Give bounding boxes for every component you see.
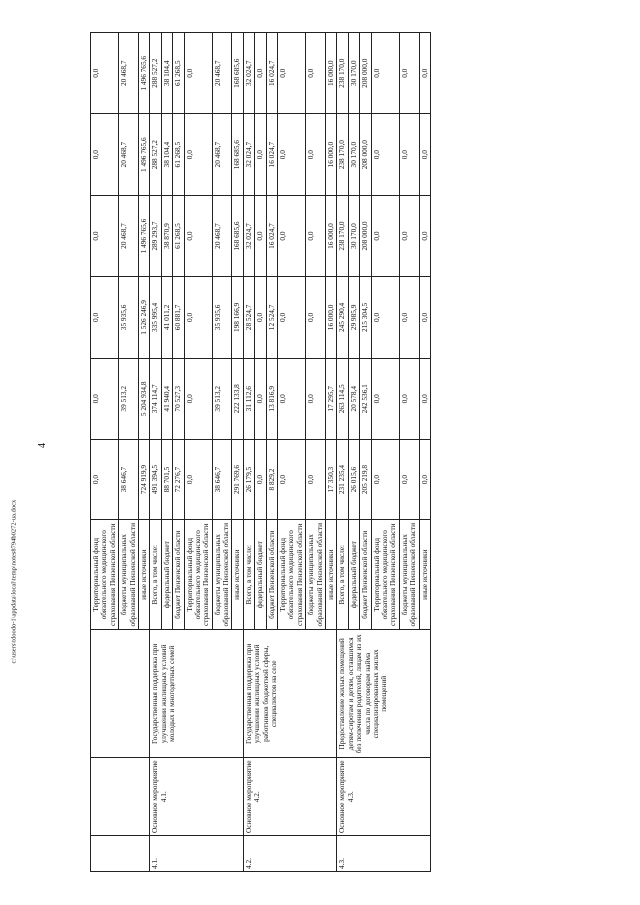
amount-cell: 20 578,4 — [348, 358, 359, 439]
table-row — [91, 33, 119, 872]
amount-cell: 0,0 — [184, 358, 212, 439]
amount-cell: 88 701,5 — [161, 439, 172, 519]
amount-cell: 0,0 — [91, 195, 119, 276]
amount-cell: 72 276,7 — [173, 439, 184, 519]
measure-name: Основное мероприятие 4.3. — [337, 758, 431, 836]
table-row — [337, 33, 348, 872]
measure-description: Государственная поддержка при улучшении жилищных условий молодых и многодетных семей — [150, 630, 244, 758]
amount-cell: 16 000,0 — [325, 195, 336, 276]
amount-cell: 0,0 — [371, 195, 399, 276]
amount-cell: 17 350,3 — [325, 439, 336, 519]
funding-source: бюджет Пензенской области — [173, 520, 184, 630]
amount-cell: 0,0 — [278, 114, 306, 195]
amount-cell: 0,0 — [255, 277, 266, 358]
amount-cell: 16 024,7 — [266, 33, 277, 114]
page-number: 4 — [37, 443, 48, 448]
amount-cell: 0,0 — [184, 114, 212, 195]
amount-cell: 0,0 — [371, 439, 399, 519]
amount-cell: 0,0 — [371, 114, 399, 195]
funding-source: федеральный бюджет — [348, 520, 359, 630]
funding-source: бюджеты муниципальных образований Пензенской области — [306, 520, 326, 630]
amount-cell: 0,0 — [91, 358, 119, 439]
amount-cell: 26 015,6 — [348, 439, 359, 519]
amount-cell: 38 104,4 — [161, 33, 172, 114]
amount-cell: 39 513,2 — [212, 358, 232, 439]
amount-cell: 0,0 — [306, 195, 326, 276]
budget-table — [90, 32, 431, 872]
amount-cell: 0,0 — [399, 33, 419, 114]
amount-cell: 16 000,0 — [325, 33, 336, 114]
amount-cell: 30 170,0 — [348, 114, 359, 195]
row-number: 4.2. — [243, 836, 337, 872]
amount-cell: 0,0 — [419, 195, 430, 276]
amount-cell: 168 685,6 — [232, 195, 243, 276]
amount-cell: 0,0 — [184, 33, 212, 114]
amount-cell: 0,0 — [278, 33, 306, 114]
amount-cell: 0,0 — [306, 114, 326, 195]
amount-cell: 39 513,2 — [119, 358, 139, 439]
amount-cell: 0,0 — [399, 277, 419, 358]
funding-source: Всего, в том числе: — [150, 520, 161, 630]
funding-source: федеральный бюджет — [161, 520, 172, 630]
amount-cell: 20 468,7 — [212, 195, 232, 276]
amount-cell: 0,0 — [184, 439, 212, 519]
amount-cell: 245 290,4 — [337, 277, 348, 358]
amount-cell: 26 179,5 — [243, 439, 254, 519]
amount-cell: 32 024,7 — [243, 33, 254, 114]
amount-cell: 0,0 — [91, 114, 119, 195]
amount-cell: 29 985,9 — [348, 277, 359, 358]
amount-cell: 0,0 — [278, 277, 306, 358]
amount-cell: 38 104,4 — [161, 114, 172, 195]
amount-cell: 0,0 — [184, 195, 212, 276]
amount-cell: 38 646,7 — [119, 439, 139, 519]
amount-cell: 0,0 — [371, 358, 399, 439]
amount-cell: 13 816,9 — [266, 358, 277, 439]
amount-cell: 0,0 — [255, 33, 266, 114]
amount-cell: 168 685,6 — [232, 33, 243, 114]
row-number: 4.1. — [150, 836, 244, 872]
amount-cell: 238 170,0 — [337, 114, 348, 195]
amount-cell: 41 940,4 — [161, 358, 172, 439]
amount-cell: 208 000,0 — [360, 195, 371, 276]
amount-cell: 28 524,7 — [243, 277, 254, 358]
amount-cell: 30 170,0 — [348, 195, 359, 276]
measure-name: Основное мероприятие 4.2. — [243, 758, 337, 836]
funding-source: иные источники — [138, 520, 149, 630]
amount-cell: 0,0 — [255, 195, 266, 276]
amount-cell: 20 468,7 — [212, 114, 232, 195]
amount-cell: 0,0 — [278, 195, 306, 276]
amount-cell: 215 304,5 — [360, 277, 371, 358]
measure-name: Основное мероприятие 4.1. — [150, 758, 244, 836]
amount-cell: 288 527,2 — [150, 33, 161, 114]
amount-cell: 263 114,5 — [337, 358, 348, 439]
amount-cell: 208 000,0 — [360, 114, 371, 195]
amount-cell: 374 114,7 — [150, 358, 161, 439]
amount-cell: 0,0 — [399, 114, 419, 195]
amount-cell: 168 685,6 — [232, 114, 243, 195]
funding-source: бюджеты муниципальных образований Пензенской области — [399, 520, 419, 630]
amount-cell: 231 235,4 — [337, 439, 348, 519]
amount-cell: 491 394,5 — [150, 439, 161, 519]
amount-cell: 289 293,7 — [150, 195, 161, 276]
amount-cell: 0,0 — [419, 358, 430, 439]
funding-source: Всего, в том числе: — [337, 520, 348, 630]
amount-cell: 238 170,0 — [337, 33, 348, 114]
amount-cell: 20 468,7 — [119, 114, 139, 195]
amount-cell: 16 000,0 — [325, 277, 336, 358]
measure-description: Предоставление жилых помещений детям-сиротам и детям, оставшимся без попечения родителей, лицам из их числа по договорам найма специализированных жилых помещений — [337, 630, 431, 758]
amount-cell: 0,0 — [278, 358, 306, 439]
funding-source: иные источники — [325, 520, 336, 630]
amount-cell: 242 536,1 — [360, 358, 371, 439]
amount-cell: 0,0 — [419, 114, 430, 195]
amount-cell: 61 268,5 — [173, 33, 184, 114]
amount-cell: 0,0 — [278, 439, 306, 519]
amount-cell: 16 000,0 — [325, 114, 336, 195]
funding-source: Территориальный фонд обязательного медицинского страхования Пензенской области — [184, 520, 212, 630]
amount-cell: 0,0 — [306, 439, 326, 519]
amount-cell: 1 526 246,9 — [138, 277, 149, 358]
row-number — [91, 836, 150, 872]
amount-cell: 0,0 — [91, 277, 119, 358]
amount-cell: 38 870,9 — [161, 195, 172, 276]
funding-source: иные источники — [232, 520, 243, 630]
amount-cell: 32 024,7 — [243, 114, 254, 195]
amount-cell: 0,0 — [419, 439, 430, 519]
funding-source: бюджет Пензенской области — [266, 520, 277, 630]
funding-source: бюджеты муниципальных образований Пензенской области — [212, 520, 232, 630]
amount-cell: 16 024,7 — [266, 195, 277, 276]
amount-cell: 60 881,7 — [173, 277, 184, 358]
amount-cell: 335 995,4 — [150, 277, 161, 358]
amount-cell: 0,0 — [91, 439, 119, 519]
amount-cell: 31 112,6 — [243, 358, 254, 439]
amount-cell: 0,0 — [184, 277, 212, 358]
table-row — [150, 33, 161, 872]
amount-cell: 208 000,0 — [360, 33, 371, 114]
funding-source: Территориальный фонд обязательного медицинского страхования Пензенской области — [91, 520, 119, 630]
amount-cell: 238 170,0 — [337, 195, 348, 276]
amount-cell: 8 829,2 — [266, 439, 277, 519]
amount-cell: 0,0 — [306, 277, 326, 358]
funding-source: Территориальный фонд обязательного медицинского страхования Пензенской области — [371, 520, 399, 630]
amount-cell: 35 935,6 — [212, 277, 232, 358]
amount-cell: 0,0 — [399, 195, 419, 276]
amount-cell: 41 011,2 — [161, 277, 172, 358]
amount-cell: 198 166,9 — [232, 277, 243, 358]
footer-file-path: c:\users\tdoodo-1\appdata\local\temp\notes8794b0272-ua.docx — [10, 499, 18, 664]
amount-cell: 61 268,5 — [173, 114, 184, 195]
amount-cell: 32 024,7 — [243, 195, 254, 276]
amount-cell: 0,0 — [255, 358, 266, 439]
amount-cell: 0,0 — [371, 33, 399, 114]
funding-source: федеральный бюджет — [255, 520, 266, 630]
measure-name — [91, 758, 150, 836]
amount-cell: 1 496 765,6 — [138, 195, 149, 276]
amount-cell: 0,0 — [306, 33, 326, 114]
rotated-table-container — [90, 32, 590, 872]
amount-cell: 0,0 — [255, 114, 266, 195]
funding-source: бюджет Пензенской области — [360, 520, 371, 630]
amount-cell: 0,0 — [399, 358, 419, 439]
amount-cell: 222 133,8 — [232, 358, 243, 439]
amount-cell: 70 527,3 — [173, 358, 184, 439]
amount-cell: 20 468,7 — [119, 33, 139, 114]
amount-cell: 16 024,7 — [266, 114, 277, 195]
amount-cell: 288 527,2 — [150, 114, 161, 195]
measure-description — [91, 630, 150, 758]
amount-cell: 291 769,6 — [232, 439, 243, 519]
amount-cell: 30 170,0 — [348, 33, 359, 114]
amount-cell: 0,0 — [371, 277, 399, 358]
amount-cell: 20 468,7 — [212, 33, 232, 114]
amount-cell: 0,0 — [419, 277, 430, 358]
amount-cell: 1 496 765,6 — [138, 114, 149, 195]
amount-cell: 5 204 934,8 — [138, 358, 149, 439]
amount-cell: 0,0 — [399, 439, 419, 519]
row-number: 4.3. — [337, 836, 431, 872]
amount-cell: 20 468,7 — [119, 195, 139, 276]
measure-description: Государственная поддержка при улучшении жилищных условий работников бюджетной сферы, специалистов на селе — [243, 630, 337, 758]
amount-cell: 0,0 — [91, 33, 119, 114]
funding-source: бюджеты муниципальных образований Пензенской области — [119, 520, 139, 630]
amount-cell: 61 268,5 — [173, 195, 184, 276]
amount-cell: 35 935,6 — [119, 277, 139, 358]
funding-source: иные источники — [419, 520, 430, 630]
amount-cell: 0,0 — [419, 33, 430, 114]
funding-source: Всего, в том числе: — [243, 520, 254, 630]
amount-cell: 1 496 765,6 — [138, 33, 149, 114]
amount-cell: 724 919,9 — [138, 439, 149, 519]
amount-cell: 38 646,7 — [212, 439, 232, 519]
amount-cell: 0,0 — [306, 358, 326, 439]
amount-cell: 17 295,7 — [325, 358, 336, 439]
amount-cell: 0,0 — [255, 439, 266, 519]
amount-cell: 205 219,8 — [360, 439, 371, 519]
funding-source: Территориальный фонд обязательного медицинского страхования Пензенской области — [278, 520, 306, 630]
amount-cell: 12 524,7 — [266, 277, 277, 358]
budget-table-body — [91, 33, 431, 872]
table-row — [243, 33, 254, 872]
